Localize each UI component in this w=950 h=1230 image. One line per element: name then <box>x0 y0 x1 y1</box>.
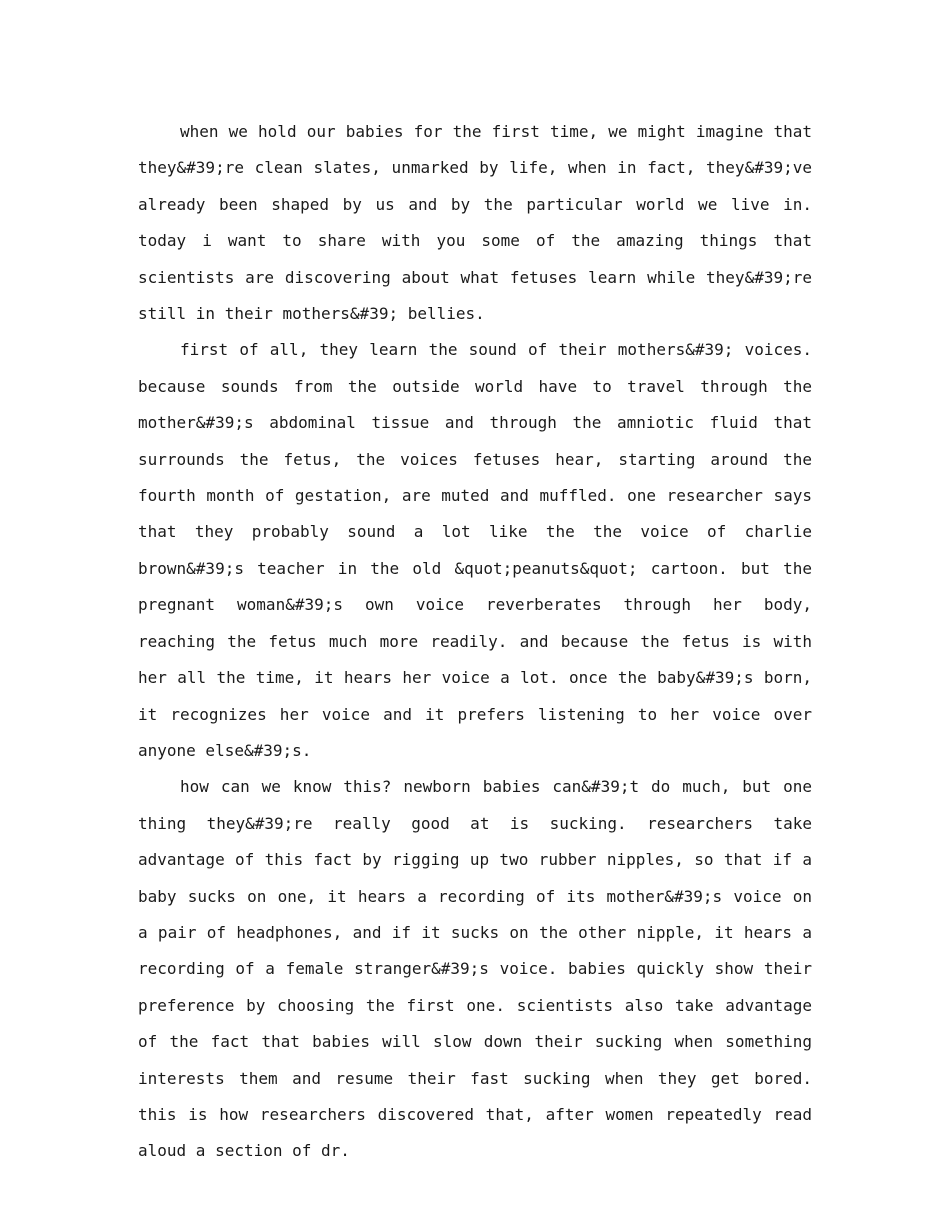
paragraph-3: how can we know this? newborn babies can&#39;t do much, but one thing they&#39;re really good at is sucking. researchers take advantage of this fact by rigging up two rubber nipples, so that if a baby sucks on one, it hears a recording of its mother&#39;s voice on a pair of headphones, and if it sucks on the other nipple, it hears a recording of a female stranger&#39;s voice. babies quickly show their preference by choosing the first one. scientists also take advantage of the fact that babies will slow down their sucking when something interests them and resume their fast sucking when they get bored. this is how researchers discovered that, after women repeatedly read aloud a section of dr. <box>138 777 812 1161</box>
paragraph-2: first of all, they learn the sound of their mothers&#39; voices. because sounds from the outside world have to travel through the mother&#39;s abdominal tissue and through the amniotic fluid that surrounds the fetus, the voices fetuses hear, starting around the fourth month of gestation, are muted and muffled. one researcher says that they probably sound a lot like the the voice of charlie brown&#39;s teacher in the old &quot;peanuts&quot; cartoon. but the pregnant woman&#39;s own voice reverberates through her body, reaching the fetus much more readily. and because the fetus is with her all the time, it hears her voice a lot. once the baby&#39;s born, it recognizes her voice and it prefers listening to her voice over anyone else&#39;s. <box>138 340 812 760</box>
document-body <box>138 114 812 1170</box>
paragraph-1: when we hold our babies for the first time, we might imagine that they&#39;re clean slates, unmarked by life, when in fact, they&#39;ve already been shaped by us and by the particular world we live in. today i want to share with you some of the amazing things that scientists are discovering about what fetuses learn while they&#39;re still in their mothers&#39; bellies. <box>138 122 812 324</box>
